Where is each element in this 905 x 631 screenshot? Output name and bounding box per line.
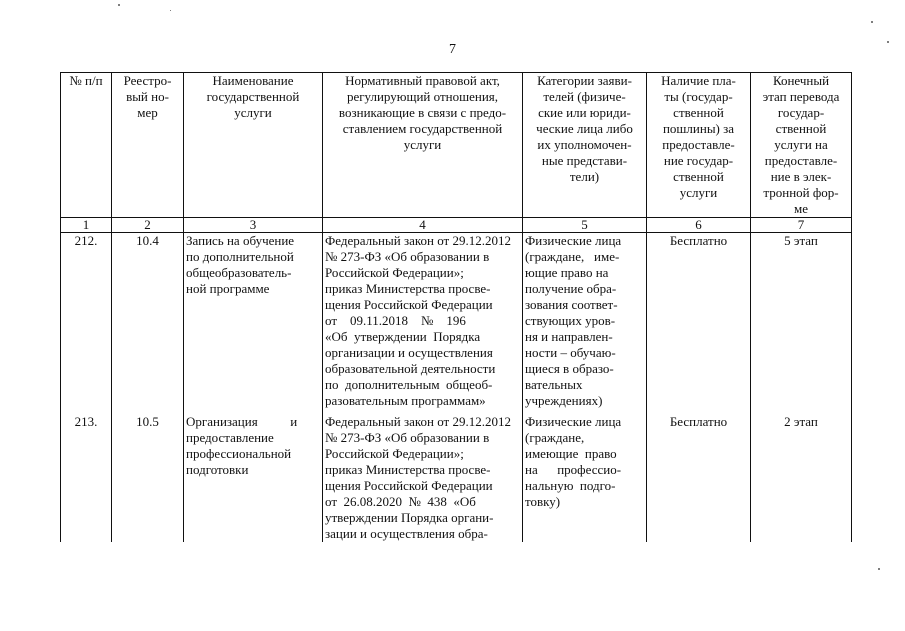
row-fee: Бесплатно [647,409,751,542]
scan-speck [878,568,880,570]
header-label-line: № п/п [69,73,103,88]
header-label-line: ты (государ- [664,89,733,104]
cell-text-line: на профессио- [525,462,622,477]
header-label-line: государ- [777,105,825,120]
cell-text-line: № 273-ФЗ «Об образовании в [325,249,490,264]
row-applicants [523,233,647,410]
row-legal-act [323,233,523,410]
scan-speck [118,4,120,6]
header-label-line: этап перевода [762,89,840,104]
cell-text-line: Физические лица [525,414,622,429]
table-header-row [61,73,852,218]
header-label-line: пошлины) за [662,121,735,136]
header-label-line: ние в элек- [770,169,832,184]
cell-text-line: по дополнительным общеоб- [325,377,493,392]
cell-text-line: зования соответ- [525,297,618,312]
cell-text-line: от 09.11.2018 № 196 [325,313,466,328]
header-label-line: ственной [775,121,827,136]
page-number: 7 [449,42,456,57]
cell-text-line: утверждении Порядка органи- [325,510,494,525]
column-number: 5 [523,218,647,233]
scan-speck [871,21,873,23]
column-number: 7 [751,218,852,233]
header-label-line: тели) [569,169,600,184]
cell-text-line: от 26.08.2020 № 438 «Об [325,494,476,509]
column-number: 1 [61,218,112,233]
cell-text-line: разовательным программам» [325,393,486,408]
row-stage: 5 этап [751,233,852,410]
cell-text-line: приказ Министерства просве- [325,462,491,477]
cell-text-line: общеобразователь- [186,265,292,280]
header-label-line: предоставле- [662,137,735,152]
cell-text-line: приказ Министерства просве- [325,281,491,296]
cell-text-line: Запись на обучение [186,233,295,248]
cell-text-line: ности – обучаю- [525,345,616,360]
row-number: 212. [61,233,112,410]
cell-text-line: подготовки [186,462,249,477]
cell-text-line: щиеся в образо- [525,361,614,376]
cell-text-line: товку) [525,494,561,509]
header-cell-service-name [184,73,323,218]
header-label-line: предоставле- [764,153,838,168]
header-label-line: ственной [673,169,724,184]
cell-text-line: щения Российской Федерации [325,478,493,493]
header-label-line: Наименование [212,73,294,88]
header-cell-applicants [523,73,647,218]
header-label-line: мер [137,105,158,120]
table-row [61,409,852,542]
services-registry-table [60,72,852,542]
header-label-line: услуги [234,105,272,120]
cell-text-line: вательных [525,377,583,392]
cell-text-line: Физические лица [525,233,622,248]
header-label-line: услуги [679,185,718,200]
cell-text-line: (граждане, [525,430,585,445]
header-cell-legal-act [323,73,523,218]
cell-text-line: зации и осуществления обра- [325,526,488,541]
header-label-line: услуги на [774,137,828,152]
header-label-line: Конечный [772,73,830,88]
header-label-line: государственной [206,89,300,104]
header-label-line: ставлением государственной [342,121,503,136]
row-legal-act [323,409,523,542]
row-reg-number: 10.5 [112,409,184,542]
row-service-name [184,233,323,410]
header-label-line: услуги [403,137,442,152]
cell-text-line: ющие право на [525,265,609,280]
column-number: 2 [112,218,184,233]
cell-text-line: щения Российской Федерации [325,297,493,312]
header-label-line: ческие лица либо [536,121,633,136]
row-stage: 2 этап [751,409,852,542]
header-label-line: Нормативный правовой акт, [345,73,500,88]
cell-text-line: по дополнительной [186,249,294,264]
column-number: 3 [184,218,323,233]
column-number: 6 [647,218,751,233]
cell-text-line: получение обра- [525,281,617,296]
row-number: 213. [61,409,112,542]
cell-text-line: учреждениях) [525,393,603,408]
row-fee: Бесплатно [647,233,751,410]
cell-text-line: ствующих уров- [525,313,616,328]
header-label-line: ние государ- [663,153,734,168]
cell-text-line: № 273-ФЗ «Об образовании в [325,430,490,445]
cell-text-line: организации и осуществления [325,345,493,360]
row-applicants [523,409,647,542]
header-cell-fee [647,73,751,218]
header-cell-stage [751,73,852,218]
cell-text-line: «Об утверждении Порядка [325,329,481,344]
cell-text-line: Федеральный закон от 29.12.2012 [325,233,511,248]
header-label-line: ственной [673,105,724,120]
column-number-row [61,218,852,233]
header-label-line: ские или юриди- [538,105,631,120]
header-label-line: их уполномочен- [537,137,632,152]
cell-text-line: (граждане, име- [525,249,620,264]
header-label-line: ные представи- [541,153,628,168]
header-label-line: возникающие в связи с предо- [338,105,507,120]
header-cell-reg-number [112,73,184,218]
header-label-line: Наличие пла- [661,73,736,88]
cell-text-line: Организация и [186,414,298,429]
header-label-line: регулирующий отношения, [346,89,499,104]
cell-text-line: нальную подго- [525,478,616,493]
header-label-line: телей (физиче- [543,89,626,104]
cell-text-line: Российской Федерации»; [325,265,464,280]
scan-speck [170,10,171,11]
cell-text-line: образовательной деятельности [325,361,496,376]
cell-text-line: ной программе [186,281,270,296]
row-service-name [184,409,323,542]
header-cell-number [61,73,112,218]
cell-text-line: профессиональной [186,446,292,461]
header-label-line: вый но- [126,89,169,104]
cell-text-line: Федеральный закон от 29.12.2012 [325,414,511,429]
header-label-line: Реестро- [123,73,172,88]
header-label-line: ме [794,201,808,216]
header-label-line: тронной фор- [763,185,839,200]
row-reg-number: 10.4 [112,233,184,410]
cell-text-line: предоставление [186,430,274,445]
column-number: 4 [323,218,523,233]
table-row [61,233,852,410]
header-label-line: Категории заяви- [537,73,632,88]
cell-text-line: Российской Федерации»; [325,446,464,461]
cell-text-line: имеющие право [525,446,617,461]
cell-text-line: ня и направлен- [525,329,613,344]
